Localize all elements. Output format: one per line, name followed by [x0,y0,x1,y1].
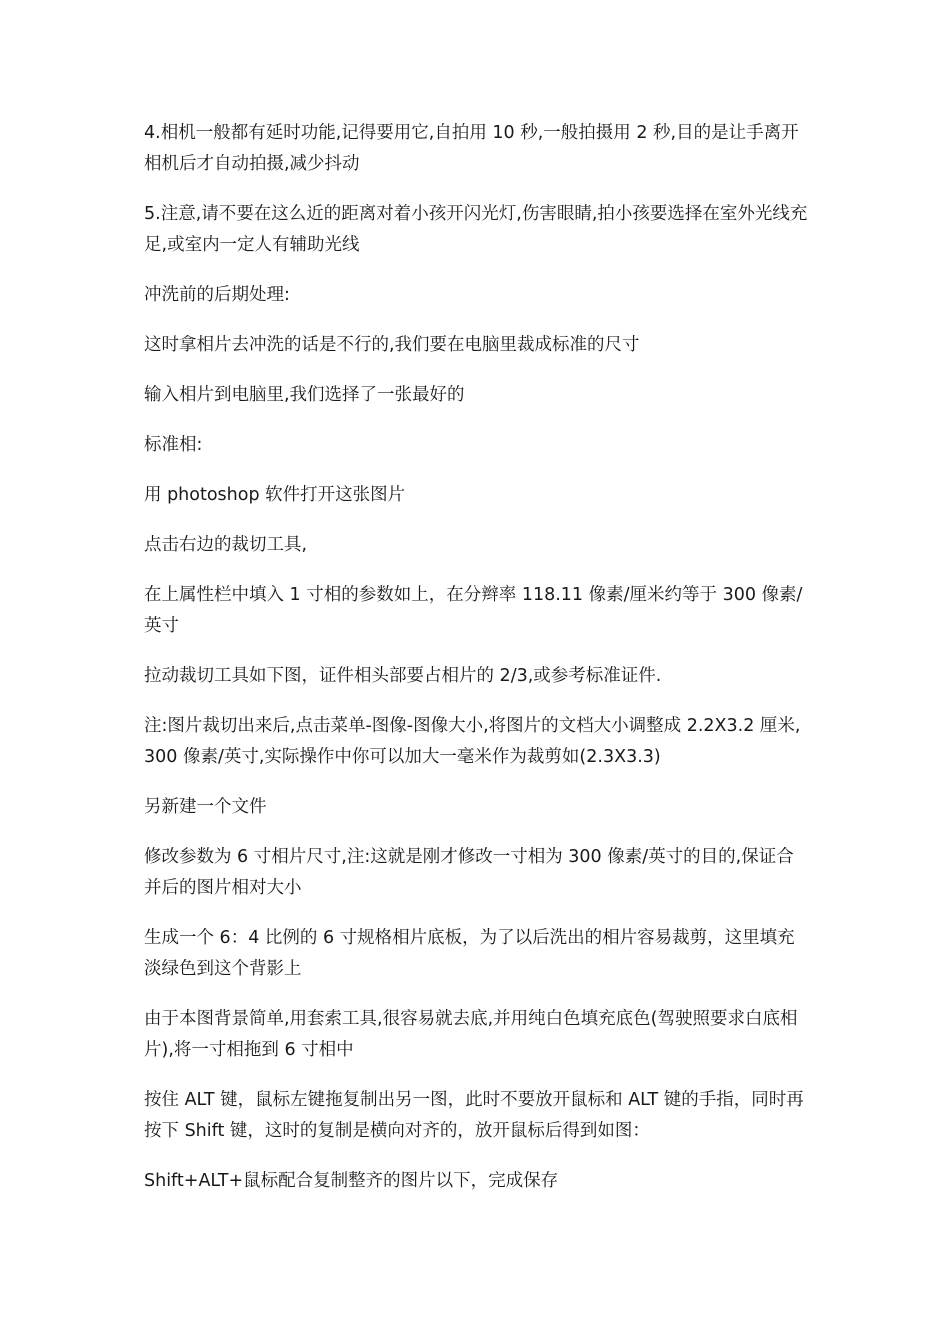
paragraph-save: Shift+ALT+鼠标配合复制整齐的图片以下，完成保存 [144,1171,559,1191]
paragraph-flash-warning: 5.注意,请不要在这么近的距离对着小孩开闪光灯,伤害眼睛,拍小孩要选择在室外光线充足,或室内一定人有辅助光线 [144,204,808,255]
paragraph-crop-parameters: 在上属性栏中填入 1 寸相的参数如上，在分辫率 118.11 像素/厘米约等于 300 像素/英寸 [144,585,803,636]
document-body [144,118,810,1216]
paragraph-base-board: 生成一个 6：4 比例的 6 寸规格相片底板，为了以后洗出的相片容易裁剪，这里填充淡绿色到这个背影上 [144,928,795,979]
paragraph-image-size-note: 注:图片裁切出来后,点击菜单-图像-图像大小,将图片的文档大小调整成 2.2X3.2 厘米,300 像素/英寸,实际操作中你可以加大一毫米作为裁剪如(2.3X3.3) [144,716,801,767]
paragraph-lasso-tool: 由于本图背景简单,用套索工具,很容易就去底,并用纯白色填充底色(驾驶照要求白底相片),将一寸相拖到 6 寸相中 [144,1009,798,1060]
paragraph-crop-tool: 点击右边的裁切工具, [144,535,308,555]
paragraph-alt-copy: 按住 ALT 键，鼠标左键拖复制出另一图，此时不要放开鼠标和 ALT 键的手指，同时再按下 Shift 键，这时的复制是横向对齐的，放开鼠标后得到如图： [144,1090,804,1141]
paragraph-import-photo: 输入相片到电脑里,我们选择了一张最好的 [144,385,465,405]
paragraph-self-timer: 4.相机一般都有延时功能,记得要用它,自拍用 10 秒,一般拍摄用 2 秒,目的是让手离开相机后才自动拍摄,减少抖动 [144,123,799,174]
paragraph-post-processing-heading: 冲洗前的后期处理: [144,285,290,305]
paragraph-crop-standard-size: 这时拿相片去冲洗的话是不行的,我们要在电脑里裁成标准的尺寸 [144,335,640,355]
paragraph-standard-photo: 标准相: [144,435,203,455]
paragraph-open-photoshop: 用 photoshop 软件打开这张图片 [144,485,406,505]
paragraph-six-inch-size: 修改参数为 6 寸相片尺寸,注:这就是刚才修改一寸相为 300 像素/英寸的目的,保证合并后的图片相对大小 [144,847,794,898]
paragraph-new-file: 另新建一个文件 [144,797,267,817]
paragraph-drag-crop: 拉动裁切工具如下图，证件相头部要占相片的 2/3,或参考标准证件. [144,666,662,686]
